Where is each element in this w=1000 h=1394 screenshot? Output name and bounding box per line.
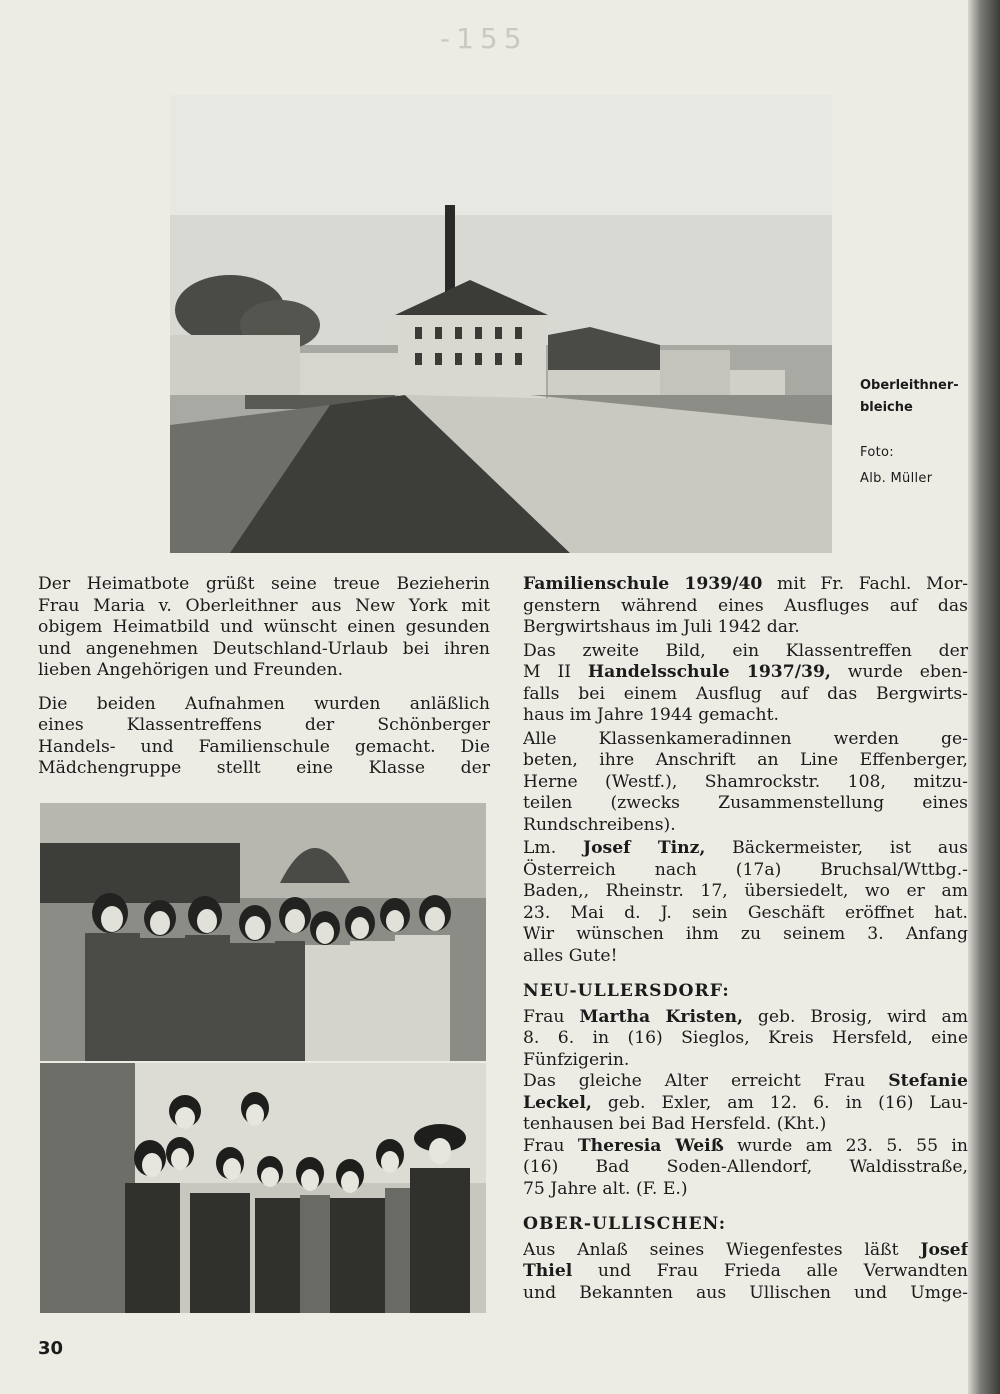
greeting-paragraph (38, 574, 490, 682)
person-name-bold: Theresia Weiß (577, 1135, 724, 1156)
text-line (523, 662, 968, 684)
text-line (523, 838, 968, 860)
photo-credit (860, 445, 932, 487)
text-line: tenhausen bei Bad Hersfeld. (Kht.) (523, 1114, 827, 1134)
text-line (523, 1240, 968, 1262)
text-run: Frau (523, 1006, 580, 1027)
text-line: falls bei einem Ausflug auf das Bergwirts- (523, 683, 968, 704)
text-line: Das zweite Bild, ein Klassentreffen der (523, 640, 968, 661)
caption-title-line: Oberleithner- (860, 378, 959, 393)
text-run: Aus Anlaß seines Wiegenfestes läßt (523, 1239, 921, 1260)
photo-oberleithner-bleiche (170, 95, 832, 553)
text-line: Baden,, Rheinstr. 17, übersiedelt, wo er am (523, 881, 968, 901)
text-line: haus im Jahre 1944 gemacht. (523, 705, 779, 725)
text-line: Die beiden Aufnahmen wurden anläßlich (38, 693, 490, 714)
text-line: 23. Mai d. J. sein Geschäft eröffnet hat. (523, 902, 968, 923)
text-line: Mädchengruppe stellt eine Klasse der (38, 758, 490, 778)
section-heading-neu-ullersdorf: NEU-ULLERSDORF: (523, 981, 730, 1001)
person-name-bold: Martha Kristen, (579, 1006, 744, 1027)
person-name-bold: Leckel, (523, 1092, 592, 1113)
text-line (523, 1093, 968, 1115)
text-line: lieben Angehörigen und Freunden. (38, 660, 344, 680)
text-line: Der Heimatbote grüßt seine treue Bezieherin (38, 574, 490, 594)
text-run: Lm. (523, 838, 583, 858)
person-name-bold: Josef (920, 1239, 968, 1260)
right-column-text (523, 574, 968, 1312)
text-run: und Frau Frieda alle Verwandten (572, 1261, 968, 1281)
text-line: Wir wünschen ihm zu seinem 3. Anfang (523, 924, 968, 944)
text-run: geb. Brosig, wird am (743, 1006, 968, 1027)
text-run: geb. Exler, am 12. 6. in (16) Lau- (591, 1092, 968, 1113)
text-run: Das gleiche Alter erreicht Frau (523, 1071, 889, 1091)
text-line: und Bekannten aus Ullischen und Umge- (523, 1282, 968, 1303)
text-line: Alle Klassenkameradinnen werden ge- (523, 728, 968, 749)
person-name-bold: Josef Tinz, (582, 838, 706, 858)
text-run: wurde eben- (830, 662, 968, 682)
caption-title-line: bleiche (860, 400, 913, 415)
text-run: wurde am 23. 5. 55 in (723, 1135, 968, 1156)
text-line (523, 1071, 968, 1093)
credit-name: Alb. Müller (860, 471, 933, 486)
text-line: 75 Jahre alt. (F. E.) (523, 1178, 688, 1199)
page-gutter-shadow (968, 0, 1000, 1394)
text-line (523, 1261, 968, 1283)
faded-page-mark: -155 (440, 22, 528, 55)
josef-tinz-paragraph (523, 838, 968, 967)
section-heading-ober-ullischen: OBER-ULLISCHEN: (523, 1214, 727, 1234)
text-line: alles Gute! (523, 945, 618, 966)
text-line: Rundschreibens). (523, 814, 676, 835)
text-line (523, 1136, 968, 1158)
credit-label: Foto: (860, 445, 894, 460)
photo-caption-title (860, 378, 959, 416)
text-line: teilen (zwecks Zusammenstellung eines (523, 793, 968, 813)
text-line: Herne (Westf.), Shamrockstr. 108, mitzu- (523, 771, 968, 792)
photo-handelsschule-group (40, 1063, 486, 1313)
class-reunion-paragraph (38, 694, 490, 780)
text-line: und angenehmen Deutschland-Urlaub bei ihren (38, 638, 490, 659)
neu-ullersdorf-paragraph (523, 1007, 968, 1201)
text-line: Frau Maria v. Oberleithner aus New York mit (38, 595, 490, 616)
text-run: Frau (523, 1135, 578, 1156)
second-photo-paragraph (523, 641, 968, 727)
person-name-bold: Stefanie (888, 1071, 968, 1091)
text-line: obigem Heimatbild und wünscht einen gesunden (38, 617, 490, 637)
text-line: (16) Bad Soden-Allendorf, Waldisstraße, (523, 1157, 968, 1177)
text-line: 8. 6. in (16) Sieglos, Kreis Hersfeld, eine (523, 1028, 968, 1048)
text-line: Bergwirtshaus im Juli 1942 dar. (523, 617, 800, 637)
text-run: Bäckermeister, ist aus (705, 838, 968, 858)
school-name-bold: Familienschule 1939/40 (523, 574, 763, 594)
text-line: Handels- und Familienschule gemacht. Die (38, 736, 490, 757)
text-line: Fünfzigerin. (523, 1049, 630, 1070)
familienschule-paragraph (523, 574, 968, 639)
ober-ullischen-paragraph (523, 1240, 968, 1305)
school-name-bold: Handelsschule 1937/39, (587, 662, 831, 682)
text-line: beten, ihre Anschrift an Line Effenberger, (523, 750, 968, 770)
text-line: Österreich nach (17a) Bruchsal/Wttbg.- (523, 859, 968, 880)
person-name-bold: Thiel (523, 1261, 573, 1281)
text-line: eines Klassentreffens der Schönberger (38, 715, 490, 735)
left-column-text (38, 574, 490, 788)
address-request-paragraph (523, 729, 968, 837)
photo-familienschule-group (40, 803, 486, 1061)
text-line (523, 574, 968, 596)
text-run: mit Fr. Fachl. Mor- (762, 574, 968, 594)
page-number: 30 (38, 1338, 64, 1359)
text-line (523, 1007, 968, 1029)
text-line: genstern während eines Ausfluges auf das (523, 595, 968, 616)
text-run: M II (523, 662, 588, 682)
